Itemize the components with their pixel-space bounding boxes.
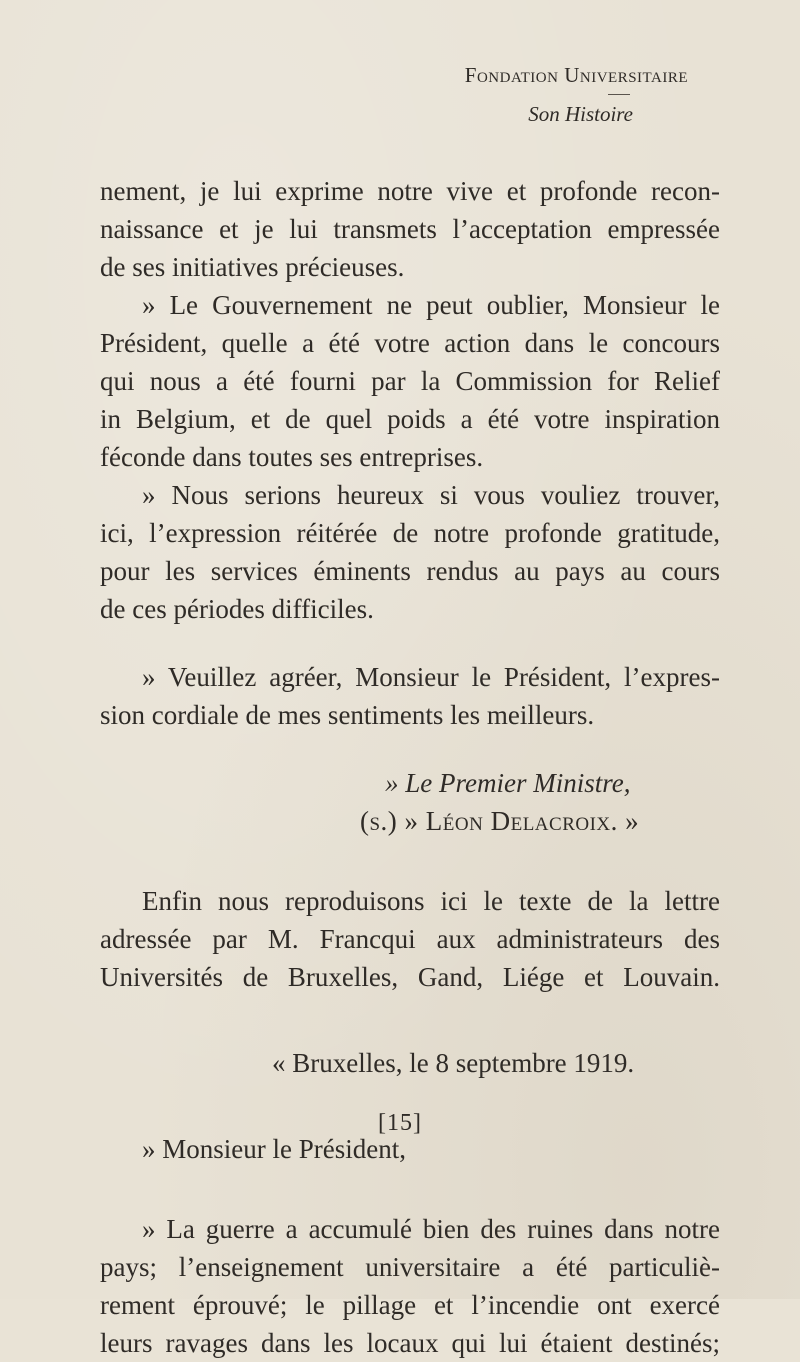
paragraph-6: [100, 1210, 720, 1362]
running-head-title: Fondation Universitaire: [464, 63, 688, 87]
text-line: » Nous serions heureux si vous vouliez trouver,: [142, 480, 720, 510]
paragraph-5: [100, 882, 720, 996]
text-line: nement, je lui exprime notre vive et profonde recon-: [100, 176, 720, 206]
paragraph-2: [100, 286, 720, 476]
text-line: leurs ravages dans les locaux qui lui étaient destinés;: [100, 1328, 720, 1358]
body-text: [100, 172, 720, 1362]
text-line: » Veuillez agréer, Monsieur le Président, l’expres-: [142, 662, 720, 692]
paragraph-3: [100, 476, 720, 628]
text-line: féconde dans toutes ses entreprises.: [100, 442, 484, 472]
spacer: [100, 734, 720, 764]
text-line: de ses initiatives précieuses.: [100, 252, 405, 282]
text-line: pays; l’enseignement universitaire a été particuliè-: [100, 1252, 720, 1282]
text-line: naissance et je lui transmets l’acceptation empressée: [100, 214, 720, 244]
text-line: rement éprouvé; le pillage et l’incendie ont exercé: [100, 1290, 720, 1320]
spacer: [100, 628, 720, 658]
text-line: » La guerre a accumulé bien des ruines dans notre: [142, 1214, 720, 1244]
text-line: adressée par M. Francqui aux administrateurs des: [100, 924, 720, 954]
dateline: « Bruxelles, le 8 septembre 1919.: [272, 1048, 635, 1078]
spacer: [100, 996, 720, 1044]
running-head-rule: [608, 94, 630, 95]
signature-block: [100, 764, 720, 840]
running-head: [288, 62, 688, 127]
running-head-subtitle: Son Histoire: [528, 102, 633, 126]
text-line: ici, l’expression réitérée de notre profonde gratitude,: [100, 518, 720, 548]
text-line: Président, quelle a été votre action dans le concours: [100, 328, 720, 358]
text-line: de ces périodes difficiles.: [100, 594, 374, 624]
spacer: [100, 1168, 720, 1210]
signature-role: » Le Premier Ministre,: [385, 768, 631, 798]
text-line: qui nous a été fourni par la Commission for Relief: [100, 366, 720, 396]
text-line: » Le Gouvernement ne peut oublier, Monsieur le: [142, 290, 720, 320]
text-line: Universités de Bruxelles, Gand, Liége et Louvain.: [100, 962, 720, 992]
salutation: » Monsieur le Président,: [142, 1134, 406, 1164]
text-line: Enfin nous reproduisons ici le texte de la lettre: [142, 886, 720, 916]
spacer: [100, 840, 720, 882]
text-line: in Belgium, et de quel poids a été votre inspiration: [100, 404, 720, 434]
signature-name: (s.) » Léon Delacroix. »: [360, 806, 640, 836]
text-line: sion cordiale de mes sentiments les meilleurs.: [100, 700, 595, 730]
page-number: [15]: [378, 1110, 422, 1136]
text-line: pour les services éminents rendus au pays au cours: [100, 556, 720, 586]
paragraph-4: [100, 658, 720, 734]
paragraph-1: [100, 172, 720, 286]
